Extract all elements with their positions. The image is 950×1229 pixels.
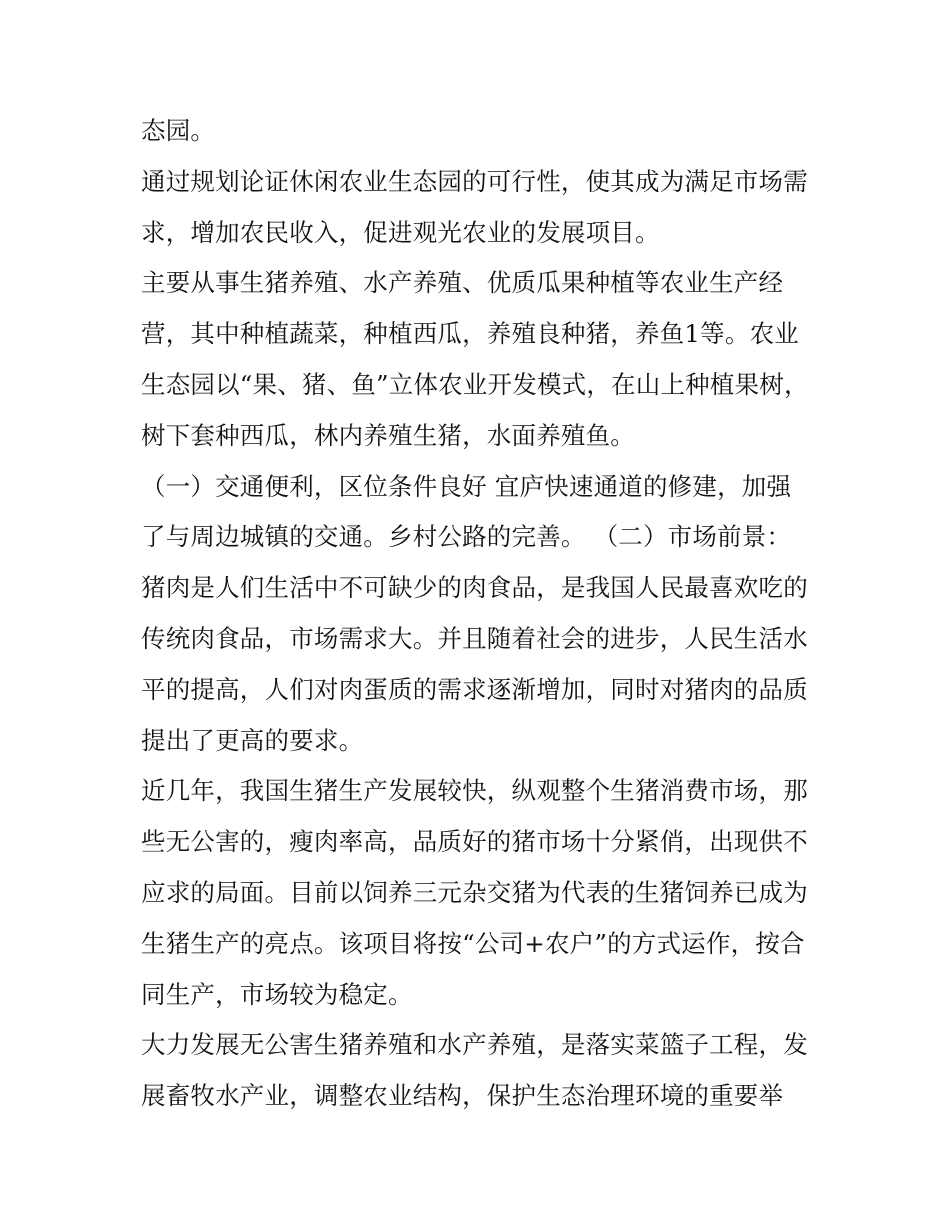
text-line: 通过规划论证休闲农业生态园的可行性，使其成为满足市场需: [141, 166, 808, 196]
text-line: 态园。: [141, 116, 216, 145]
text-line: 生猪生产的亮点。该项目将按“公司+农户”的方式运作，按合: [141, 928, 805, 958]
text-line: （一）交通便利，区位条件良好 宜庐快速通道的修建，加强: [141, 471, 792, 501]
text-line: 营，其中种植蔬菜，种植西瓜，养殖良种猪，养鱼1等。农业: [141, 319, 799, 349]
text-line: 树下套种西瓜，林内养殖生猪，水面养殖鱼。: [141, 420, 635, 450]
text-line: 些无公害的，瘦肉率高，品质好的猪市场十分紧俏，出现供不: [141, 827, 808, 857]
text-line: 了与周边城镇的交通。乡村公路的完善。 （二）市场前景：: [141, 522, 792, 552]
text-line: 提出了更高的要求。: [141, 725, 364, 755]
text-line: 生态园以“果、猪、鱼”立体农业开发模式，在山上种植果树，: [141, 369, 809, 399]
text-line: 传统肉食品，市场需求大。并且随着社会的进步，人民生活水: [141, 623, 808, 653]
text-line: 平的提高，人们对肉蛋质的需求逐渐增加，同时对猪肉的品质: [141, 674, 808, 704]
document-page: [141, 106, 821, 1122]
text-line: 展畜牧水产业，调整农业结构，保护生态治理环境的重要举: [141, 1081, 784, 1111]
text-line: 同生产，市场较为稳定。: [141, 979, 413, 1009]
text-line: 猪肉是人们生活中不可缺少的肉食品，是我国人民最喜欢吃的: [141, 573, 808, 603]
text-line: 求，增加农民收入，促进观光农业的发展项目。: [141, 217, 660, 247]
text-line: 大力发展无公害生猪养殖和水产养殖，是落实菜篮子工程，发: [141, 1030, 808, 1060]
text-line: 近几年，我国生猪生产发展较快，纵观整个生猪消费市场，那: [141, 776, 808, 806]
text-line: 应求的局面。目前以饲养三元杂交猪为代表的生猪饲养已成为: [141, 877, 808, 907]
text-line: 主要从事生猪养殖、水产养殖、优质瓜果种植等农业生产经: [141, 268, 784, 298]
